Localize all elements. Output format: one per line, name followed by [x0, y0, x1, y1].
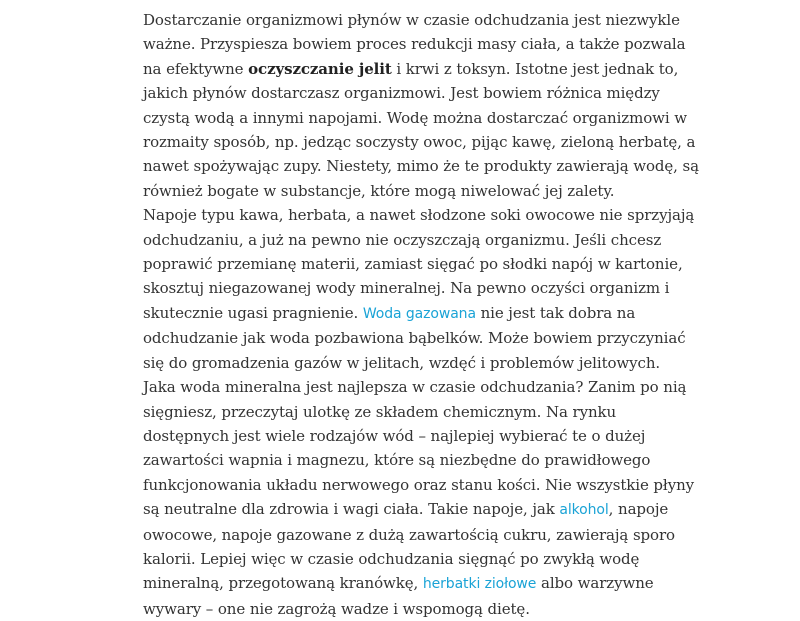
paragraph-3-text-b: , napoje owocowe, napoje gazowane z dużą zawartością cukru, zawierają sporo kalorii. Lepiej więc w czasie odchudzania sięgnąć po zwykłą wodę mineralną, przegotowaną kranówkę, — [143, 500, 675, 593]
link-woda-gazowana[interactable]: Woda gazowana — [362, 305, 476, 322]
paragraph-3-text-a: Jaka woda mineralna jest najlepsza w czasie odchudzania? Zanim po nią sięgniesz, przeczytaj ulotkę ze składem chemicznym. Na rynku dostępnych jest wiele rodzajów wód – najlepiej wybierać te o dużej zawartości wapnia i magnezu, które są niezbędne do prawidłowego funkcjonowania układu nerwowego oraz stanu kości. Nie wszystkie płyny są neutralne dla zdrowia i wagi ciała. Takie napoje, jak — [143, 378, 695, 519]
paragraph-2-text-a: Napoje typu kawa, herbata, a nawet słodzone soki owocowe nie sprzyjają odchudzaniu, a już na pewno nie oczyszczają organizmu. Jeśli chcesz poprawić przemianę materii, zamiast sięgać po słodki napój w kartonie, skosztuj niegazowanej wody mineralnej. Na pewno oczyści organizm i skutecznie ugasi pragnienie. — [143, 206, 695, 322]
paragraph-2 — [143, 203, 703, 375]
paragraph-1-text-a: Dostarczanie organizmowi płynów w czasie odchudzania jest niezwykle ważne. Przyspiesza bowiem proces redukcji masy ciała, a także pozwala na efektywne — [143, 11, 686, 78]
paragraph-1 — [143, 8, 703, 203]
paragraph-1-text-b: i krwi z toksyn. Istotne jest jednak to, jakich płynów dostarczasz organizmowi. Jest bowiem różnica między czystą wodą a innymi napojami. Wodę można dostarczać organizmowi w rozmaity sposób, np. jedząc soczysty owoc, pijąc kawę, zieloną herbatę, a nawet spożywając zupy. Niestety, mimo że te produkty zawierają wodę, są również bogate w substancje, które mogą niwelować jej zalety. — [143, 59, 699, 200]
link-herbatki-ziolowe[interactable]: herbatki ziołowe — [422, 576, 537, 593]
paragraph-3 — [143, 375, 703, 621]
paragraph-3-text-c: albo warzywne wywary – one nie zagrożą wadze i wspomogą dietę. — [143, 574, 654, 618]
paragraph-2-text-b: nie jest tak dobra na odchudzanie jak woda pozbawiona bąbelków. Może bowiem przyczyniać się do gromadzenia gazów w jelitach, wzdęć i problemów jelitowych. — [143, 303, 686, 372]
article-body — [143, 8, 703, 621]
link-alkohol[interactable]: alkohol — [559, 502, 609, 519]
bold-phrase-oczyszczanie-jelit: oczyszczanie jelit — [248, 59, 392, 78]
